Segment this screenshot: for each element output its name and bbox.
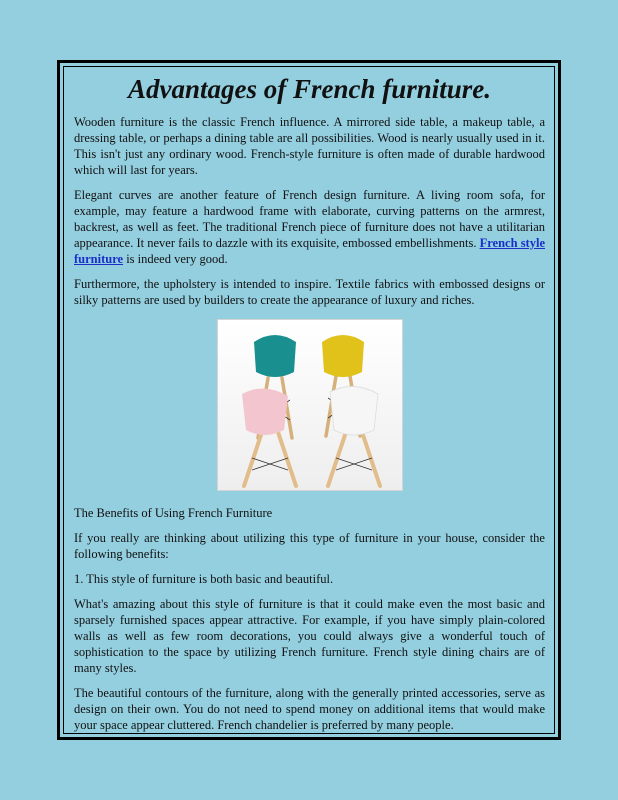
subheading-benefits: The Benefits of Using French Furniture	[74, 506, 273, 520]
paragraph-wooden-furniture: Wooden furniture is the classic French influence. A mirrored side table, a makeup table, a dressing table, or perhaps a dining table are all possibilities. Wood is nearly usually used in it. This isn't just any ordinary wood. French-style furniture is often made of durable hardwood which will last for years.	[74, 115, 545, 177]
paragraph-beautiful-contours: The beautiful contours of the furniture, along with the generally printed accessories, serve as design on their own. You do not need to spend money on additional items that would make your space appear cluttered. French chandelier is preferred by many people.	[74, 686, 545, 732]
list-item-basic-beautiful: 1. This style of furniture is both basic and beautiful.	[74, 572, 334, 586]
white-chair-seat	[330, 386, 378, 435]
document-title: Advantages of French furniture.	[127, 74, 492, 104]
paragraph-upholstery: Furthermore, the upholstery is intended to inspire. Textile fabrics with embossed designs or silky patterns are used by builders to create the appearance of luxury and riches.	[74, 277, 545, 307]
paragraph-amazing-style: What's amazing about this style of furniture is that it could make even the most basic and sparsely furnished spaces appear attractive. For example, if you have simply plain-colored walls as well as few room decorations, you could always give a wonderful touch of sophistication to the space by utilizing French furniture. French style dining chairs are of many styles.	[74, 597, 545, 675]
chairs-image	[217, 319, 403, 491]
paragraph-text: Elegant curves are another feature of French design furniture. A living room sofa, for example, may feature a hardwood frame with elaborate, curving patterns on the armrest, backrest, as well as feet. The traditional French piece of furniture does not have a utilitarian appearance. It never fails to dazzle with its exquisite, embossed embellishments.	[74, 188, 545, 250]
pink-chair-seat	[242, 388, 288, 435]
yellow-chair-seat	[322, 335, 364, 377]
teal-chair-seat	[254, 335, 296, 377]
french-style-furniture-link[interactable]: French style furniture	[74, 236, 545, 266]
paragraph-elegant-curves	[74, 187, 545, 267]
paragraph-text: is indeed very good.	[123, 252, 228, 266]
paragraph-consider-benefits: If you really are thinking about utilizing this type of furniture in your house, consider the following benefits:	[74, 531, 545, 561]
chairs-illustration	[218, 320, 402, 490]
document-body	[74, 72, 545, 742]
